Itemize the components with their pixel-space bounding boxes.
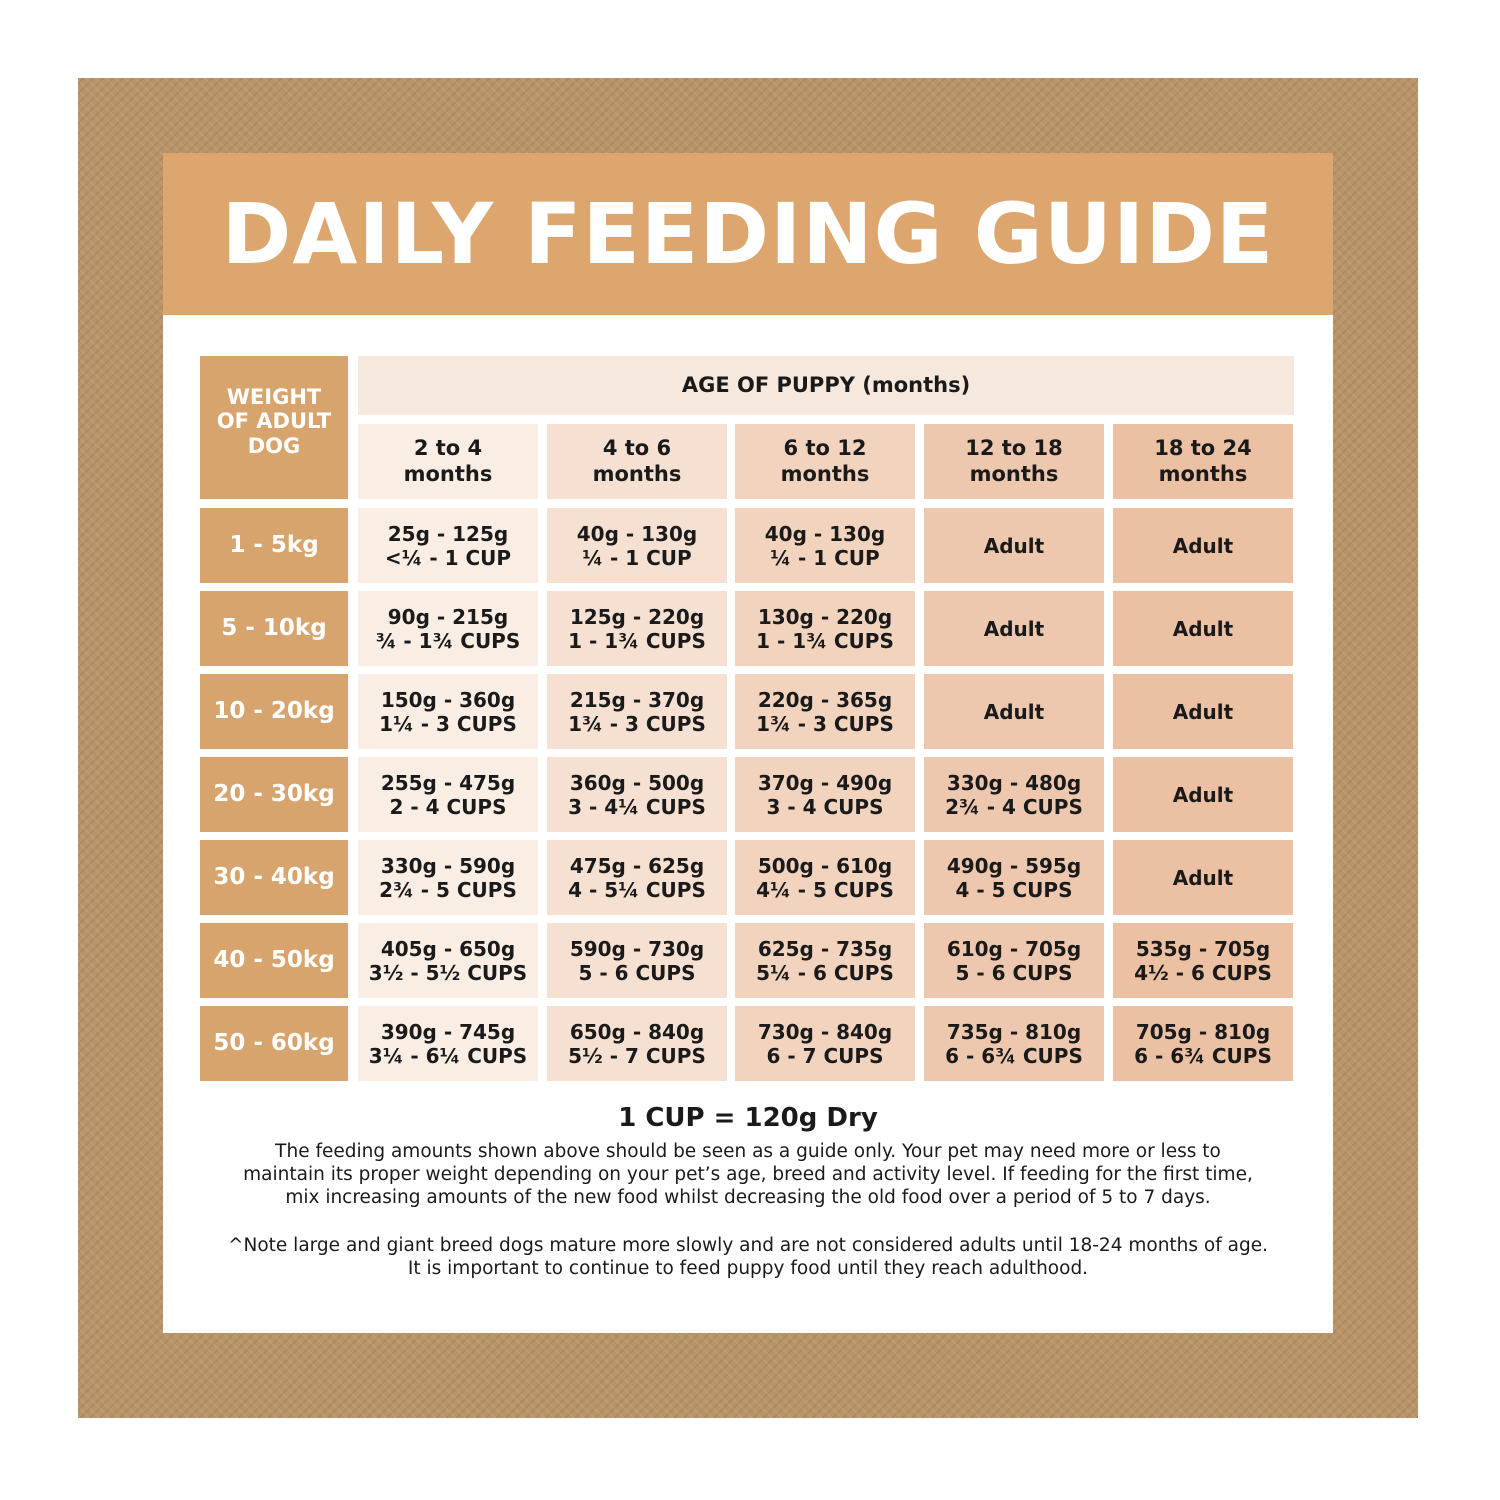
table-cell (358, 1006, 538, 1081)
weight-label: 30 - 40kg (213, 863, 335, 890)
table-cell (547, 591, 727, 666)
cell-value: 1 - 1¾ CUPS (568, 628, 706, 653)
cell-value: 390g - 745g (380, 1019, 516, 1044)
weight-label: 50 - 60kg (213, 1029, 335, 1056)
feeding-guide-panel (163, 153, 1333, 1333)
table-cell (735, 923, 915, 998)
title-band (163, 153, 1333, 315)
weight-header-line: DOG (247, 433, 301, 458)
table-cell (924, 923, 1104, 998)
cell-value: 360g - 500g (569, 770, 705, 795)
column-header (1113, 424, 1293, 499)
table-cell (547, 1006, 727, 1081)
cell-value: 535g - 705g (1135, 936, 1271, 961)
column-header (735, 424, 915, 499)
cell-value: 735g - 810g (946, 1019, 1082, 1044)
cell-value: 40g - 130g (576, 521, 698, 546)
table-cell (924, 591, 1104, 666)
weight-label: 5 - 10kg (221, 614, 327, 641)
weight-cell (200, 923, 348, 998)
table-cell (358, 757, 538, 832)
table-cell (735, 591, 915, 666)
age-header-label: AGE OF PUPPY (months) (681, 372, 971, 397)
cell-value: Adult (1172, 616, 1234, 641)
cell-value: 150g - 360g (380, 687, 516, 712)
weight-label: 20 - 30kg (213, 780, 335, 807)
cell-value: 40g - 130g (764, 521, 886, 546)
cell-value: Adult (1172, 782, 1234, 807)
table-cell (358, 674, 538, 749)
column-header (547, 424, 727, 499)
cell-value: 1¾ - 3 CUPS (568, 711, 706, 736)
cell-value: 590g - 730g (569, 936, 705, 961)
column-header-line: 18 to 24 (1154, 436, 1252, 461)
table-cell (358, 591, 538, 666)
weight-header-line: WEIGHT (226, 385, 322, 410)
cell-value: Adult (1172, 865, 1234, 890)
table-cell (547, 508, 727, 583)
cell-value: 4 - 5¼ CUPS (568, 877, 706, 902)
column-header-line: months (592, 461, 682, 486)
column-header-line: months (969, 461, 1059, 486)
cell-value: Adult (983, 699, 1045, 724)
disclaimer-line: mix increasing amounts of the new food whilst decreasing the old food over a period of 5 to 7 days. (285, 1187, 1211, 1208)
cell-value: 5 - 6 CUPS (578, 960, 696, 985)
table-cell (547, 840, 727, 915)
weight-cell (200, 757, 348, 832)
cell-value: 650g - 840g (569, 1019, 705, 1044)
table-cell (735, 508, 915, 583)
cell-value: Adult (1172, 533, 1234, 558)
disclaimer-line: maintain its proper weight depending on your pet’s age, breed and activity level. If feeding for the first time, (243, 1164, 1253, 1185)
cell-value: 90g - 215g (387, 604, 509, 629)
table-cell (735, 757, 915, 832)
weight-cell (200, 840, 348, 915)
cell-value: Adult (1172, 699, 1234, 724)
cell-value: 220g - 365g (757, 687, 893, 712)
column-header-line: months (403, 461, 493, 486)
column-header (924, 424, 1104, 499)
table-cell (1113, 674, 1293, 749)
cell-value: 1 - 1¾ CUPS (756, 628, 894, 653)
table-cell (1113, 1006, 1293, 1081)
cell-value: 125g - 220g (569, 604, 705, 629)
table-cell (1113, 757, 1293, 832)
column-header-line: months (1158, 461, 1248, 486)
table-cell (735, 840, 915, 915)
age-of-puppy-header (358, 356, 1294, 415)
cell-value: ¾ - 1¾ CUPS (375, 628, 521, 653)
cell-value: 3 - 4 CUPS (766, 794, 884, 819)
table-cell (1113, 840, 1293, 915)
column-header-line: 4 to 6 (602, 436, 672, 461)
cell-value: 330g - 480g (946, 770, 1082, 795)
table-cell (735, 674, 915, 749)
cell-value: 500g - 610g (757, 853, 893, 878)
weight-label: 1 - 5kg (229, 531, 319, 558)
table-cell (1113, 591, 1293, 666)
weight-cell (200, 674, 348, 749)
cell-value: 6 - 6¾ CUPS (945, 1043, 1083, 1068)
cell-value: 3 - 4¼ CUPS (568, 794, 706, 819)
note-line: ^Note large and giant breed dogs mature more slowly and are not considered adults until 18-24 months of age. (228, 1235, 1268, 1256)
cell-value: 5¼ - 6 CUPS (756, 960, 894, 985)
cell-value: 490g - 595g (946, 853, 1082, 878)
page-title: DAILY FEEDING GUIDE (221, 185, 1275, 283)
cell-value: 130g - 220g (757, 604, 893, 629)
weight-cell (200, 591, 348, 666)
cell-value: 625g - 735g (757, 936, 893, 961)
column-header-line: 12 to 18 (965, 436, 1063, 461)
table-cell (735, 1006, 915, 1081)
cell-value: 610g - 705g (946, 936, 1082, 961)
cell-value: 4½ - 6 CUPS (1134, 960, 1272, 985)
disclaimer-line: The feeding amounts shown above should be seen as a guide only. Your pet may need more or less to (275, 1141, 1221, 1162)
weight-column-header (200, 356, 348, 499)
cell-value: 6 - 7 CUPS (766, 1043, 884, 1068)
cell-value: 370g - 490g (757, 770, 893, 795)
table-cell (358, 840, 538, 915)
column-header (358, 424, 538, 499)
cell-value: 705g - 810g (1135, 1019, 1271, 1044)
cell-value: 2¾ - 5 CUPS (379, 877, 517, 902)
note-text (183, 1234, 1313, 1280)
column-header-line: 2 to 4 (413, 436, 483, 461)
table-cell (358, 923, 538, 998)
cell-value: 5½ - 7 CUPS (568, 1043, 706, 1068)
table-cell (924, 508, 1104, 583)
cell-value: Adult (983, 533, 1045, 558)
cell-value: 330g - 590g (380, 853, 516, 878)
column-header-line: months (780, 461, 870, 486)
cell-value: 475g - 625g (569, 853, 705, 878)
cell-value: 405g - 650g (380, 936, 516, 961)
cell-value: Adult (983, 616, 1045, 641)
table-cell (924, 674, 1104, 749)
cell-value: 1¾ - 3 CUPS (756, 711, 894, 736)
weight-header-line: OF ADULT (216, 409, 332, 434)
cell-value: 4¼ - 5 CUPS (756, 877, 894, 902)
cell-value: <¼ - 1 CUP (384, 545, 512, 570)
table-cell (1113, 508, 1293, 583)
cell-value: 2¾ - 4 CUPS (945, 794, 1083, 819)
cell-value: 3½ - 5½ CUPS (368, 960, 528, 985)
cell-value: ¼ - 1 CUP (770, 545, 880, 570)
table-cell (547, 923, 727, 998)
table-cell (547, 674, 727, 749)
cell-value: 1¼ - 3 CUPS (379, 711, 517, 736)
cell-value: ¼ - 1 CUP (582, 545, 692, 570)
weight-label: 10 - 20kg (213, 697, 335, 724)
disclaimer-text (183, 1140, 1313, 1209)
cell-value: 730g - 840g (757, 1019, 893, 1044)
note-line: It is important to continue to feed puppy food until they reach adulthood. (407, 1258, 1089, 1279)
cell-value: 25g - 125g (387, 521, 509, 546)
table-cell (924, 840, 1104, 915)
table-cell (1113, 923, 1293, 998)
table-cell (358, 508, 538, 583)
cell-value: 3¼ - 6¼ CUPS (368, 1043, 528, 1068)
weight-cell (200, 508, 348, 583)
table-cell (924, 757, 1104, 832)
cup-equivalent: 1 CUP = 120g Dry (618, 1103, 878, 1133)
weight-cell (200, 1006, 348, 1081)
cell-value: 255g - 475g (380, 770, 516, 795)
cell-value: 2 - 4 CUPS (389, 794, 507, 819)
cell-value: 4 - 5 CUPS (955, 877, 1073, 902)
table-cell (924, 1006, 1104, 1081)
cell-value: 5 - 6 CUPS (955, 960, 1073, 985)
cell-value: 6 - 6¾ CUPS (1134, 1043, 1272, 1068)
column-header-line: 6 to 12 (783, 436, 867, 461)
weight-label: 40 - 50kg (213, 946, 335, 973)
table-cell (547, 757, 727, 832)
cell-value: 215g - 370g (569, 687, 705, 712)
